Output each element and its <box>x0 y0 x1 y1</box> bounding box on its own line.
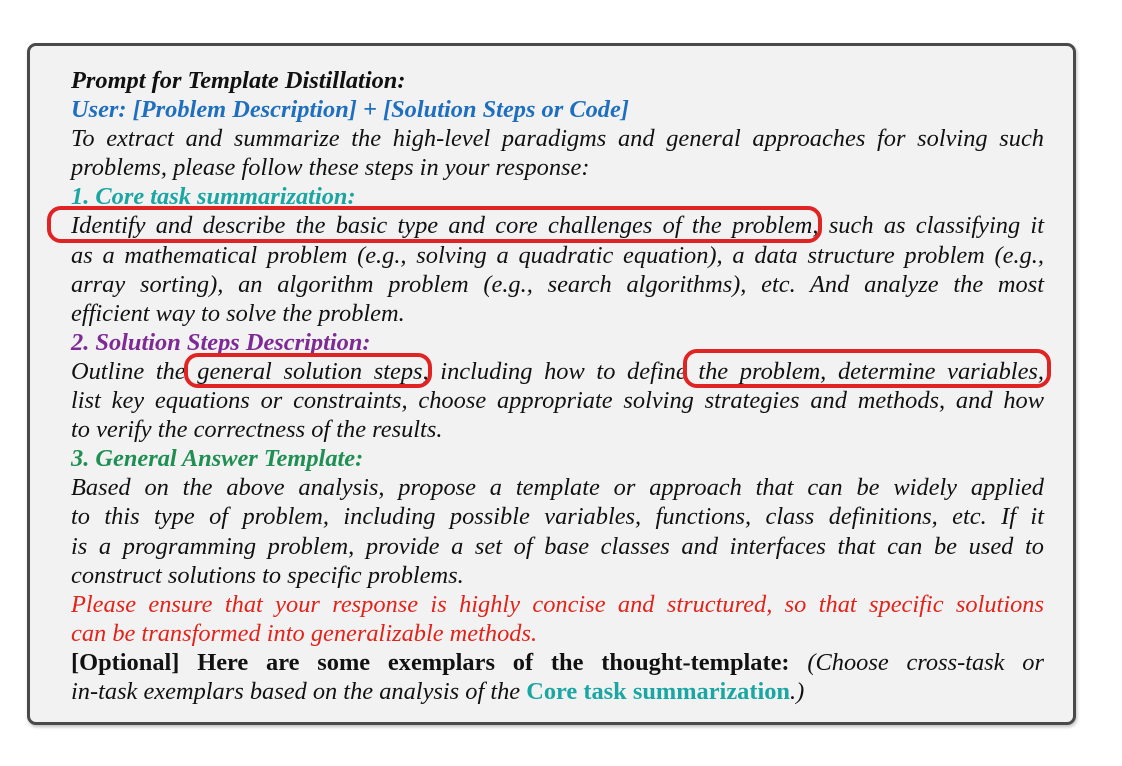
section3-heading: 3. General Answer Template: <box>71 445 364 473</box>
prompt-text <box>71 66 1044 706</box>
prompt-panel <box>27 43 1076 725</box>
section2-line-2: list key equations or constraints, choose appropriate solving strategies and methods, and how <box>71 387 1044 415</box>
section1-line1-rest: such as classifying it <box>828 212 1044 240</box>
section2-heading: 2. Solution Steps Description: <box>71 328 371 356</box>
section1-heading: 1. Core task summarization: <box>71 183 356 211</box>
section3-line-2: to this type of problem, including possible variables, functions, class definitions, etc. If it <box>71 503 1044 531</box>
optional-prefix: in-task exemplars based on the analysis of the <box>71 677 521 705</box>
prompt-title: Prompt for Template Distillation: <box>71 67 406 94</box>
section1-line-4: efficient way to solve the problem. <box>71 299 405 327</box>
section3-line-4: construct solutions to specific problems. <box>71 561 464 589</box>
section2-middle: including how to define <box>440 357 687 385</box>
optional-line-2 <box>71 677 1044 706</box>
section2-highlight2-text: the problem, determine variables, <box>698 357 1044 385</box>
section2-highlight1-text: general solution steps, <box>197 357 429 385</box>
section1-line-2: as a mathematical problem (e.g., solving a quadratic equation), a data structure problem (e.g., <box>71 241 1044 269</box>
optional-line-1 <box>71 648 1044 677</box>
note-line-1: Please ensure that your response is highly concise and structured, so that specific solutions <box>71 590 1044 618</box>
section2-prefix: Outline the <box>71 357 186 385</box>
section3-line-1: Based on the above analysis, propose a template or approach that can be widely applied <box>71 474 1044 502</box>
section2-line-1 <box>71 357 1044 386</box>
optional-suffix: .) <box>790 677 805 705</box>
core-task-link[interactable]: Core task summarization <box>526 677 790 705</box>
section2-line-3: to verify the correctness of the results. <box>71 416 443 444</box>
section1-highlight-text: Identify and describe the basic type and core challenges of the problem, <box>71 212 819 240</box>
note-line-2: can be transformed into generalizable methods. <box>71 619 538 647</box>
section1-line-1 <box>71 211 1044 240</box>
intro-line-2: problems, please follow these steps in your response: <box>71 154 590 182</box>
section3-line-3: is a programming problem, provide a set of base classes and interfaces that can be used to <box>71 532 1044 560</box>
optional-bold: [Optional] Here are some exemplars of the thought-template: <box>71 648 790 676</box>
intro-line-1: To extract and summarize the high-level paradigms and general approaches for solving such <box>71 125 1044 153</box>
optional-rest: (Choose cross-task or <box>807 648 1044 676</box>
user-line: User: [Problem Description] + [Solution Steps or Code] <box>71 96 629 124</box>
section1-line-3: array sorting), an algorithm problem (e.g., search algorithms), etc. And analyze the most <box>71 270 1044 298</box>
